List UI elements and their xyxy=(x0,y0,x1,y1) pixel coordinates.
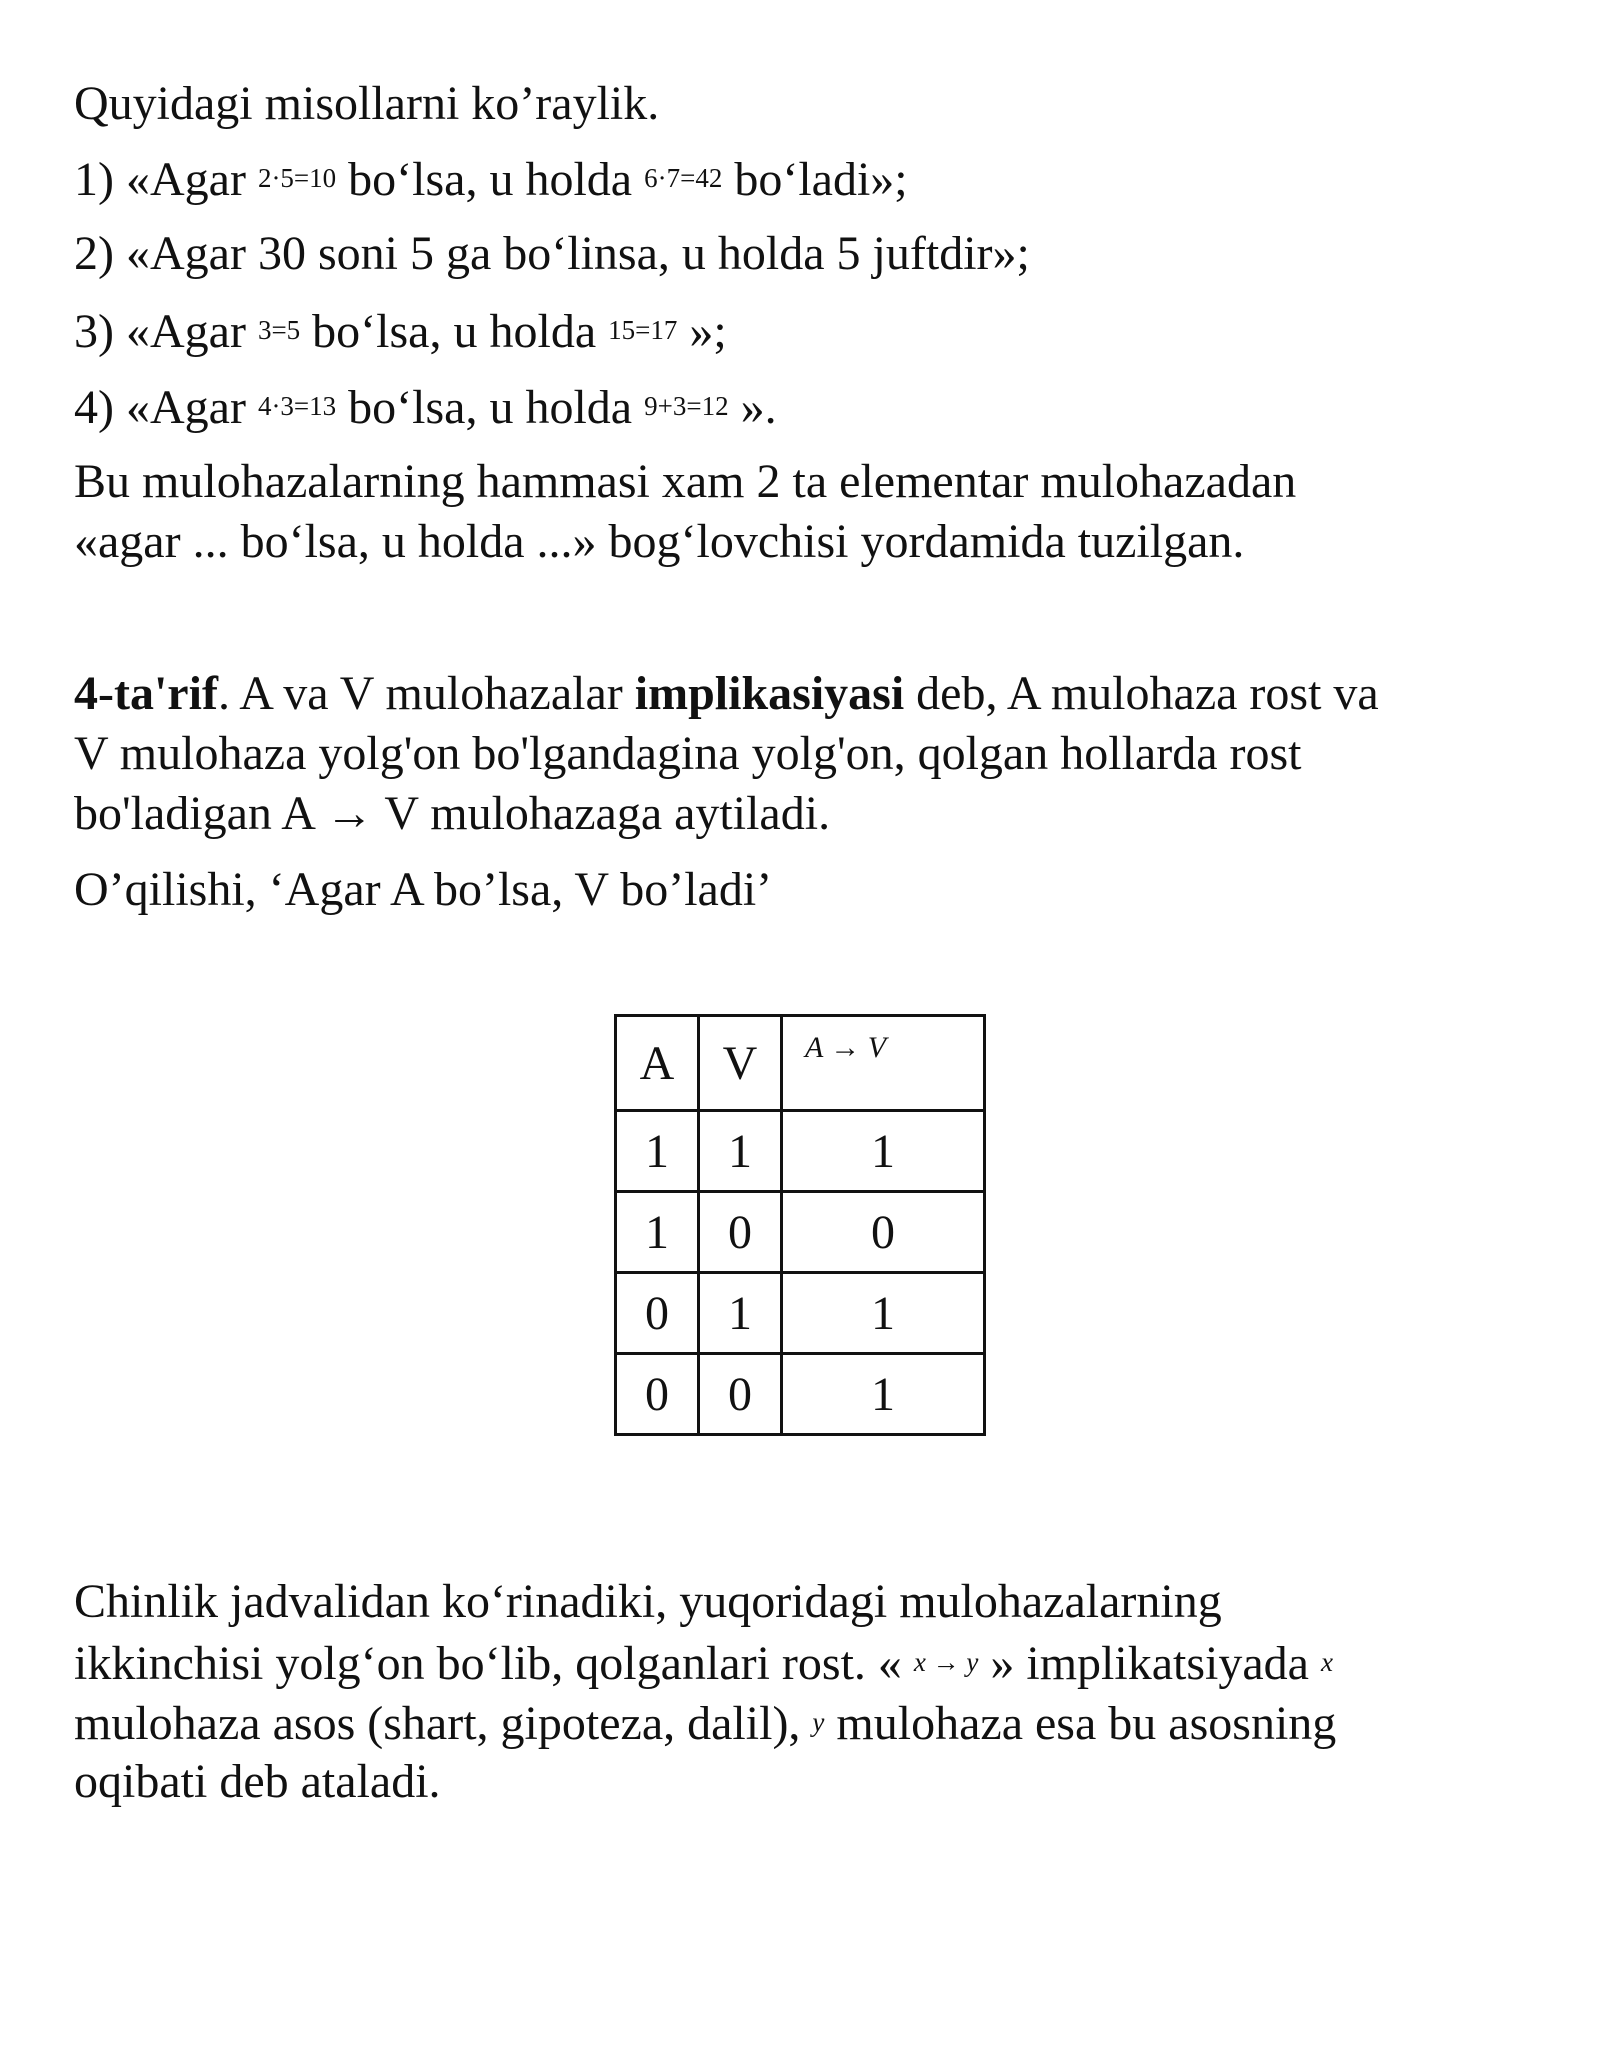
definition-line-3: bo'ladigan A → V mulohazaga aytiladi. xyxy=(74,787,831,840)
cell-a: 0 xyxy=(616,1354,699,1435)
example-4-math-b: 9+3=12 xyxy=(644,391,729,421)
summary-line-2: «agar ... bo‘lsa, u holda ...» bog‘lovchisi yordamida tuzilgan. xyxy=(74,515,1245,568)
intro-text: Quyidagi misollarni ko’raylik. xyxy=(74,77,660,130)
conclusion-line-3-a: mulohaza asos (shart, gipoteza, dalil), xyxy=(74,1697,813,1750)
conclusion-line-2 xyxy=(74,1634,1333,1692)
cell-result: 0 xyxy=(782,1192,985,1273)
cell-v: 1 xyxy=(699,1273,782,1354)
example-3-num: 3) «Agar xyxy=(74,305,258,358)
cell-result: 1 xyxy=(782,1354,985,1435)
example-4-num: 4) «Agar xyxy=(74,381,258,434)
cell-result: 1 xyxy=(782,1273,985,1354)
example-1-mid: bo‘lsa, u holda xyxy=(336,153,645,206)
truth-table xyxy=(614,1014,986,1436)
example-3 xyxy=(74,302,727,360)
cell-v: 1 xyxy=(699,1111,782,1192)
example-4-mid: bo‘lsa, u holda xyxy=(336,381,645,434)
example-1 xyxy=(74,150,908,208)
conclusion-line-3 xyxy=(74,1694,1336,1752)
conclusion-math-x-implies-y: x → y xyxy=(913,1647,979,1677)
summary-line-1: Bu mulohazalarning hammasi xam 2 ta elementar mulohazadan xyxy=(74,455,1297,508)
cell-v: 0 xyxy=(699,1354,782,1435)
example-3-mid: bo‘lsa, u holda xyxy=(300,305,609,358)
conclusion-line-3-b: mulohaza esa bu asosning xyxy=(824,1697,1337,1750)
definition-title: 4-ta'rif xyxy=(74,667,218,720)
table-row xyxy=(616,1192,985,1273)
table-row xyxy=(616,1111,985,1192)
truth-table-header xyxy=(616,1016,985,1111)
conclusion-line-2-b: » implikatsiyada xyxy=(978,1637,1321,1690)
definition-line-1 xyxy=(74,666,1379,722)
conclusion-var-y: y xyxy=(812,1707,825,1737)
table-row xyxy=(616,1354,985,1435)
header-v: V xyxy=(699,1016,782,1111)
cell-result: 1 xyxy=(782,1111,985,1192)
example-1-num: 1) «Agar xyxy=(74,153,258,206)
example-2: 2) «Agar 30 soni 5 ga bo‘linsa, u holda 5 juftdir»; xyxy=(74,227,1030,280)
cell-a: 1 xyxy=(616,1192,699,1273)
cell-a: 1 xyxy=(616,1111,699,1192)
header-a-implies-v: A → V xyxy=(782,1016,985,1111)
cell-a: 0 xyxy=(616,1273,699,1354)
example-3-math-b: 15=17 xyxy=(608,315,678,345)
definition-part-1: . A va V mulohazalar xyxy=(217,667,635,720)
definition-part-2: deb, A mulohaza rost va xyxy=(904,667,1379,720)
example-1-end: bo‘ladi»; xyxy=(722,153,908,206)
conclusion-var-x: x xyxy=(1320,1647,1333,1677)
conclusion-line-2-a: ikkinchisi yolg‘on bo‘lib, qolganlari rost. « xyxy=(74,1637,914,1690)
definition-term: implikasiyasi xyxy=(634,667,905,720)
example-3-math-a: 3=5 xyxy=(257,315,301,345)
example-4 xyxy=(74,378,777,436)
example-1-math-a: 2·5=10 xyxy=(257,163,337,193)
header-a: A xyxy=(616,1016,699,1111)
conclusion-line-1: Chinlik jadvalidan ko‘rinadiki, yuqoridagi mulohazalarning xyxy=(74,1575,1222,1628)
conclusion-line-4: oqibati deb ataladi. xyxy=(74,1755,441,1808)
definition-line-2: V mulohaza yolg'on bo'lgandagina yolg'on, qolgan hollarda rost xyxy=(74,727,1302,780)
example-4-math-a: 4·3=13 xyxy=(257,391,337,421)
example-3-end: »; xyxy=(677,305,727,358)
example-4-end: ». xyxy=(728,381,777,434)
table-row xyxy=(616,1273,985,1354)
cell-v: 0 xyxy=(699,1192,782,1273)
example-1-math-b: 6·7=42 xyxy=(644,163,723,193)
definition-reading: O’qilishi, ‘Agar A bo’lsa, V bo’ladi’ xyxy=(74,863,773,916)
